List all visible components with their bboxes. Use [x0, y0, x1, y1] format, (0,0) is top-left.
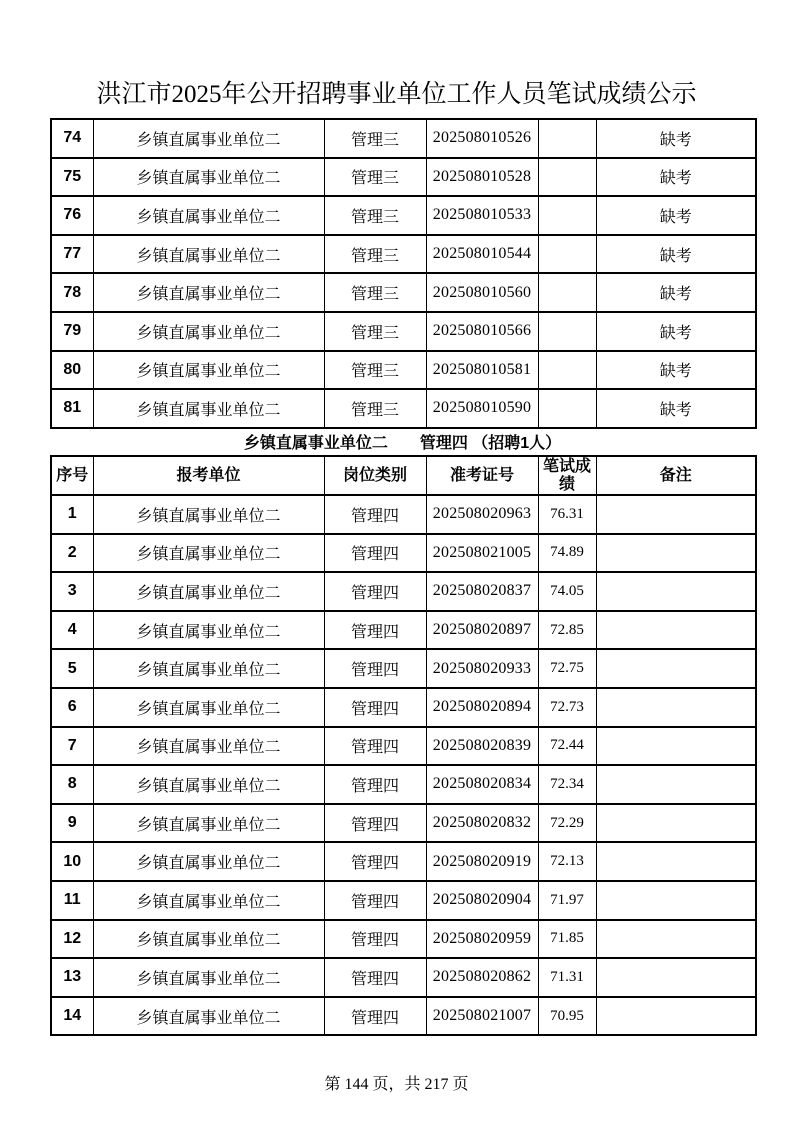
table-row — [51, 997, 756, 1036]
cell-remark — [596, 688, 756, 727]
cell-written-score: 76.31 — [538, 495, 596, 534]
cell-written-score: 72.13 — [538, 842, 596, 881]
cell-remark — [596, 997, 756, 1036]
cell-written-score — [538, 196, 596, 235]
cell-post-category: 管理四 — [324, 842, 426, 881]
cell-serial-number: 8 — [51, 765, 93, 804]
cell-written-score: 72.73 — [538, 688, 596, 727]
cell-remark — [596, 881, 756, 920]
cell-post-category: 管理三 — [324, 196, 426, 235]
table-header-row — [51, 456, 756, 495]
cell-applied-unit: 乡镇直属事业单位二 — [93, 611, 324, 650]
cell-post-category: 管理四 — [324, 495, 426, 534]
cell-written-score — [538, 235, 596, 274]
table-row — [51, 158, 756, 197]
table-row — [51, 196, 756, 235]
cell-applied-unit: 乡镇直属事业单位二 — [93, 920, 324, 959]
cell-remark: 缺考 — [596, 119, 756, 158]
cell-serial-number: 11 — [51, 881, 93, 920]
cell-serial-number: 7 — [51, 727, 93, 766]
cell-remark — [596, 649, 756, 688]
cell-exam-ticket-no: 202508020834 — [426, 765, 538, 804]
cell-serial-number: 1 — [51, 495, 93, 534]
cell-written-score: 74.89 — [538, 534, 596, 573]
cell-exam-ticket-no: 202508010544 — [426, 235, 538, 274]
table-row — [51, 688, 756, 727]
cell-exam-ticket-no: 202508020919 — [426, 842, 538, 881]
table-row — [51, 804, 756, 843]
cell-written-score: 70.95 — [538, 997, 596, 1036]
cell-post-category: 管理四 — [324, 804, 426, 843]
section-heading-guanli-4: 乡镇直属事业单位二 管理四 （招聘1人） — [243, 435, 562, 452]
table-row — [51, 611, 756, 650]
cell-serial-number: 10 — [51, 842, 93, 881]
cell-applied-unit: 乡镇直属事业单位二 — [93, 389, 324, 428]
cell-post-category: 管理三 — [324, 119, 426, 158]
cell-exam-ticket-no: 202508020933 — [426, 649, 538, 688]
cell-remark — [596, 765, 756, 804]
cell-exam-ticket-no: 202508020832 — [426, 804, 538, 843]
column-header-ticket: 准考证号 — [426, 456, 538, 495]
cell-applied-unit: 乡镇直属事业单位二 — [93, 688, 324, 727]
cell-applied-unit: 乡镇直属事业单位二 — [93, 958, 324, 997]
cell-remark — [596, 572, 756, 611]
cell-remark — [596, 842, 756, 881]
cell-written-score: 74.05 — [538, 572, 596, 611]
cell-applied-unit: 乡镇直属事业单位二 — [93, 727, 324, 766]
cell-serial-number: 13 — [51, 958, 93, 997]
cell-applied-unit: 乡镇直属事业单位二 — [93, 804, 324, 843]
cell-remark: 缺考 — [596, 158, 756, 197]
cell-remark — [596, 495, 756, 534]
table-row — [51, 119, 756, 158]
table-row — [51, 273, 756, 312]
cell-remark — [596, 611, 756, 650]
cell-post-category: 管理三 — [324, 273, 426, 312]
cell-applied-unit: 乡镇直属事业单位二 — [93, 312, 324, 351]
score-table-guanli-3-body — [51, 119, 756, 428]
table-row — [51, 727, 756, 766]
cell-applied-unit: 乡镇直属事业单位二 — [93, 765, 324, 804]
cell-written-score — [538, 389, 596, 428]
cell-written-score: 72.29 — [538, 804, 596, 843]
cell-applied-unit: 乡镇直属事业单位二 — [93, 158, 324, 197]
table-row — [51, 534, 756, 573]
cell-exam-ticket-no: 202508020894 — [426, 688, 538, 727]
cell-written-score: 71.97 — [538, 881, 596, 920]
cell-serial-number: 5 — [51, 649, 93, 688]
cell-written-score — [538, 351, 596, 390]
cell-serial-number: 2 — [51, 534, 93, 573]
cell-post-category: 管理三 — [324, 389, 426, 428]
score-table-guanli-4 — [50, 455, 757, 1036]
cell-serial-number: 12 — [51, 920, 93, 959]
cell-post-category: 管理四 — [324, 997, 426, 1036]
table-row — [51, 351, 756, 390]
cell-applied-unit: 乡镇直属事业单位二 — [93, 273, 324, 312]
cell-applied-unit: 乡镇直属事业单位二 — [93, 572, 324, 611]
column-header-unit: 报考单位 — [93, 456, 324, 495]
cell-applied-unit: 乡镇直属事业单位二 — [93, 842, 324, 881]
cell-exam-ticket-no: 202508020963 — [426, 495, 538, 534]
cell-written-score — [538, 273, 596, 312]
column-header-category: 岗位类别 — [324, 456, 426, 495]
cell-applied-unit: 乡镇直属事业单位二 — [93, 534, 324, 573]
cell-serial-number: 6 — [51, 688, 93, 727]
cell-exam-ticket-no: 202508020904 — [426, 881, 538, 920]
cell-post-category: 管理四 — [324, 534, 426, 573]
table-row — [51, 765, 756, 804]
cell-serial-number: 9 — [51, 804, 93, 843]
cell-remark: 缺考 — [596, 196, 756, 235]
cell-exam-ticket-no: 202508020959 — [426, 920, 538, 959]
cell-written-score: 72.75 — [538, 649, 596, 688]
cell-applied-unit: 乡镇直属事业单位二 — [93, 649, 324, 688]
cell-exam-ticket-no: 202508020897 — [426, 611, 538, 650]
cell-exam-ticket-no: 202508020839 — [426, 727, 538, 766]
cell-applied-unit: 乡镇直属事业单位二 — [93, 235, 324, 274]
cell-written-score — [538, 312, 596, 351]
cell-post-category: 管理四 — [324, 611, 426, 650]
table-row — [51, 842, 756, 881]
cell-written-score — [538, 119, 596, 158]
cell-exam-ticket-no: 202508010560 — [426, 273, 538, 312]
cell-applied-unit: 乡镇直属事业单位二 — [93, 351, 324, 390]
cell-post-category: 管理四 — [324, 688, 426, 727]
column-header-note: 备注 — [596, 456, 756, 495]
cell-exam-ticket-no: 202508010526 — [426, 119, 538, 158]
score-table-guanli-3 — [50, 118, 757, 429]
table-row — [51, 881, 756, 920]
cell-applied-unit: 乡镇直属事业单位二 — [93, 495, 324, 534]
cell-post-category: 管理三 — [324, 312, 426, 351]
cell-serial-number: 76 — [51, 196, 93, 235]
cell-remark: 缺考 — [596, 235, 756, 274]
cell-serial-number: 81 — [51, 389, 93, 428]
cell-post-category: 管理三 — [324, 351, 426, 390]
cell-serial-number: 80 — [51, 351, 93, 390]
page-title: 洪江市2025年公开招聘事业单位工作人员笔试成绩公示 — [96, 81, 697, 108]
cell-exam-ticket-no: 202508010581 — [426, 351, 538, 390]
cell-remark: 缺考 — [596, 351, 756, 390]
cell-exam-ticket-no: 202508010528 — [426, 158, 538, 197]
cell-exam-ticket-no: 202508010533 — [426, 196, 538, 235]
table-row — [51, 312, 756, 351]
cell-written-score: 71.85 — [538, 920, 596, 959]
table-row — [51, 649, 756, 688]
cell-applied-unit: 乡镇直属事业单位二 — [93, 196, 324, 235]
cell-post-category: 管理四 — [324, 572, 426, 611]
cell-post-category: 管理四 — [324, 765, 426, 804]
cell-written-score: 72.34 — [538, 765, 596, 804]
cell-serial-number: 74 — [51, 119, 93, 158]
cell-applied-unit: 乡镇直属事业单位二 — [93, 119, 324, 158]
cell-remark — [596, 920, 756, 959]
cell-serial-number: 14 — [51, 997, 93, 1036]
cell-remark — [596, 727, 756, 766]
cell-serial-number: 3 — [51, 572, 93, 611]
cell-serial-number: 77 — [51, 235, 93, 274]
cell-post-category: 管理四 — [324, 958, 426, 997]
cell-exam-ticket-no: 202508021005 — [426, 534, 538, 573]
table-row — [51, 495, 756, 534]
cell-remark — [596, 534, 756, 573]
cell-remark — [596, 804, 756, 843]
score-table-guanli-4-body — [51, 495, 756, 1035]
cell-serial-number: 75 — [51, 158, 93, 197]
table-row — [51, 958, 756, 997]
cell-applied-unit: 乡镇直属事业单位二 — [93, 881, 324, 920]
cell-serial-number: 4 — [51, 611, 93, 650]
cell-post-category: 管理四 — [324, 727, 426, 766]
cell-exam-ticket-no: 202508020837 — [426, 572, 538, 611]
cell-serial-number: 79 — [51, 312, 93, 351]
page-number-footer: 第 144 页，共 217 页 — [324, 1076, 469, 1093]
cell-post-category: 管理四 — [324, 649, 426, 688]
cell-remark — [596, 958, 756, 997]
column-header-score: 笔试成绩 — [538, 456, 596, 495]
table-row — [51, 920, 756, 959]
cell-post-category: 管理四 — [324, 920, 426, 959]
cell-written-score — [538, 158, 596, 197]
cell-exam-ticket-no: 202508010590 — [426, 389, 538, 428]
table-row — [51, 572, 756, 611]
cell-post-category: 管理三 — [324, 235, 426, 274]
cell-exam-ticket-no: 202508021007 — [426, 997, 538, 1036]
cell-exam-ticket-no: 202508020862 — [426, 958, 538, 997]
cell-serial-number: 78 — [51, 273, 93, 312]
cell-written-score: 72.44 — [538, 727, 596, 766]
cell-remark: 缺考 — [596, 389, 756, 428]
column-header-no: 序号 — [51, 456, 93, 495]
cell-remark: 缺考 — [596, 312, 756, 351]
cell-written-score: 71.31 — [538, 958, 596, 997]
table-row — [51, 389, 756, 428]
cell-remark: 缺考 — [596, 273, 756, 312]
cell-post-category: 管理三 — [324, 158, 426, 197]
cell-exam-ticket-no: 202508010566 — [426, 312, 538, 351]
cell-written-score: 72.85 — [538, 611, 596, 650]
cell-post-category: 管理四 — [324, 881, 426, 920]
cell-applied-unit: 乡镇直属事业单位二 — [93, 997, 324, 1036]
table-row — [51, 235, 756, 274]
